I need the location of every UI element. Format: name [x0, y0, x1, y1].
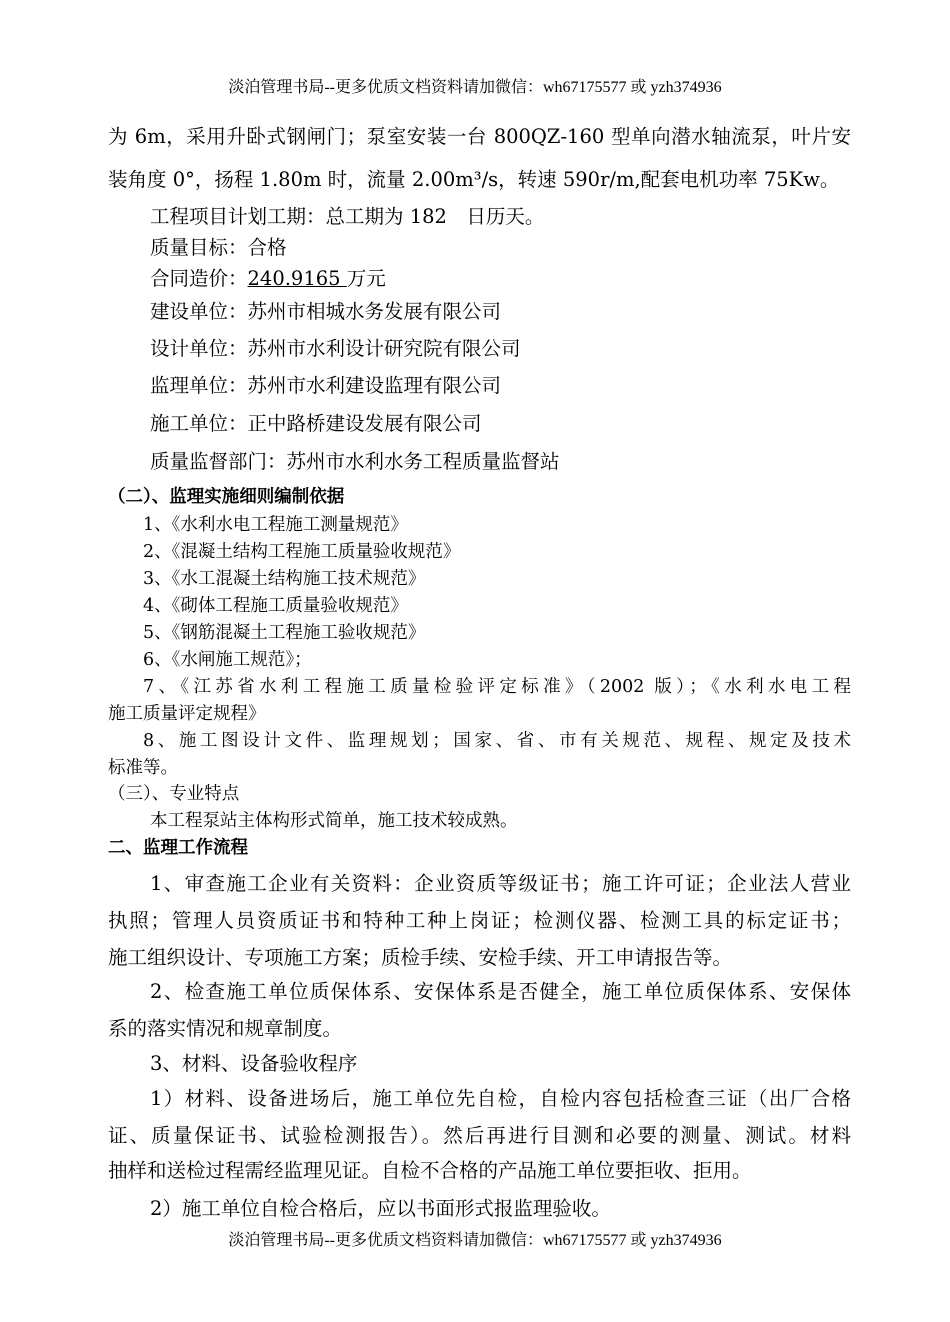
- schedule-line: 工程项目计划工期：总工期为 182 日历天。: [150, 205, 545, 228]
- workflow-p4-line-1: 1）材料、设备进场后，施工单位先自检，自检内容包括检查三证（出厂合格: [150, 1087, 851, 1110]
- designer-line: 设计单位：苏州市水利设计研究院有限公司: [150, 337, 521, 360]
- quality-supervision-line: 质量监督部门：苏州市水利水务工程质量监督站: [150, 450, 560, 473]
- features-text: 本工程泵站主体构形式简单，施工技术较成熟。: [150, 811, 518, 831]
- basis-item-8-line-1: 8、施工图设计文件、监理规划；国家、省、市有关规范、规程、规定及技术: [143, 731, 851, 751]
- intro-line-2: 装角度 0°，扬程 1.80m 时，流量 2.00m³/s，转速 590r/m,配套电机功率 75Kw。: [108, 168, 840, 191]
- workflow-p1-line-1: 1、审查施工企业有关资料：企业资质等级证书；施工许可证；企业法人营业: [150, 872, 851, 895]
- workflow-p4-line-2: 证、质量保证书、试验检测报告）。然后再进行目测和必要的测量、测试。材料: [108, 1124, 851, 1147]
- supervisor-line: 监理单位：苏州市水利建设监理有限公司: [150, 374, 502, 397]
- page-header: 淡泊管理书局--更多优质文档资料请加微信：wh67175577 或 yzh374936: [228, 79, 722, 96]
- contract-price-label: 合同造价：: [150, 267, 248, 290]
- contract-price-unit: 万元: [346, 267, 386, 290]
- contract-price-line: [150, 263, 386, 291]
- intro-line-1: 为 6m，采用升卧式钢闸门；泵室安装一台 800QZ-160 型单向潜水轴流泵，叶片安: [108, 125, 851, 148]
- workflow-section-title: 二、监理工作流程: [108, 838, 248, 858]
- quality-target-line: 质量目标：合格: [150, 236, 287, 259]
- workflow-p4-line-3: 抽样和送检过程需经监理见证。自检不合格的产品施工单位要拒收、拒用。: [108, 1159, 752, 1182]
- basis-item: 5、《钢筋混凝土工程施工验收规范》: [143, 623, 426, 643]
- basis-item: 6、《水闸施工规范》；: [143, 650, 312, 670]
- basis-item-8-line-2: 标准等。: [108, 758, 178, 778]
- basis-item: 1、《水利水电工程施工测量规范》: [143, 515, 408, 535]
- workflow-p1-line-2: 执照；管理人员资质证书和特种工种上岗证；检测仪器、检测工具的标定证书；: [108, 909, 851, 932]
- builder-line: 建设单位：苏州市相城水务发展有限公司: [150, 300, 502, 323]
- features-section-title: （三）、专业特点: [108, 784, 240, 804]
- basis-item: 3、《水工混凝土结构施工技术规范》: [143, 569, 426, 589]
- workflow-p1-line-3: 施工组织设计、专项施工方案；质检手续、安检手续、开工申请报告等。: [108, 946, 733, 969]
- workflow-p5: 2）施工单位自检合格后，应以书面形式报监理验收。: [150, 1197, 611, 1220]
- contract-price-value: 240.9165: [247, 267, 347, 290]
- basis-item: 2、《混凝土结构工程施工质量验收规范》: [143, 542, 461, 562]
- contractor-line: 施工单位：正中路桥建设发展有限公司: [150, 412, 482, 435]
- workflow-p3: 3、材料、设备验收程序: [150, 1052, 358, 1075]
- workflow-p2-line-2: 系的落实情况和规章制度。: [108, 1017, 343, 1040]
- basis-section-title: （二）、监理实施细则编制依据: [108, 487, 345, 507]
- page-footer: 淡泊管理书局--更多优质文档资料请加微信：wh67175577 或 yzh374936: [228, 1232, 722, 1249]
- basis-item-7-line-2: 施工质量评定规程》: [108, 704, 266, 724]
- workflow-p2-line-1: 2、检查施工单位质保体系、安保体系是否健全，施工单位质保体系、安保体: [150, 980, 851, 1003]
- basis-item-7-line-1: 7、《江苏省水利工程施工质量检验评定标准》（2002 版）；《水利水电工程: [143, 677, 851, 697]
- basis-item: 4、《砌体工程施工质量验收规范》: [143, 596, 408, 616]
